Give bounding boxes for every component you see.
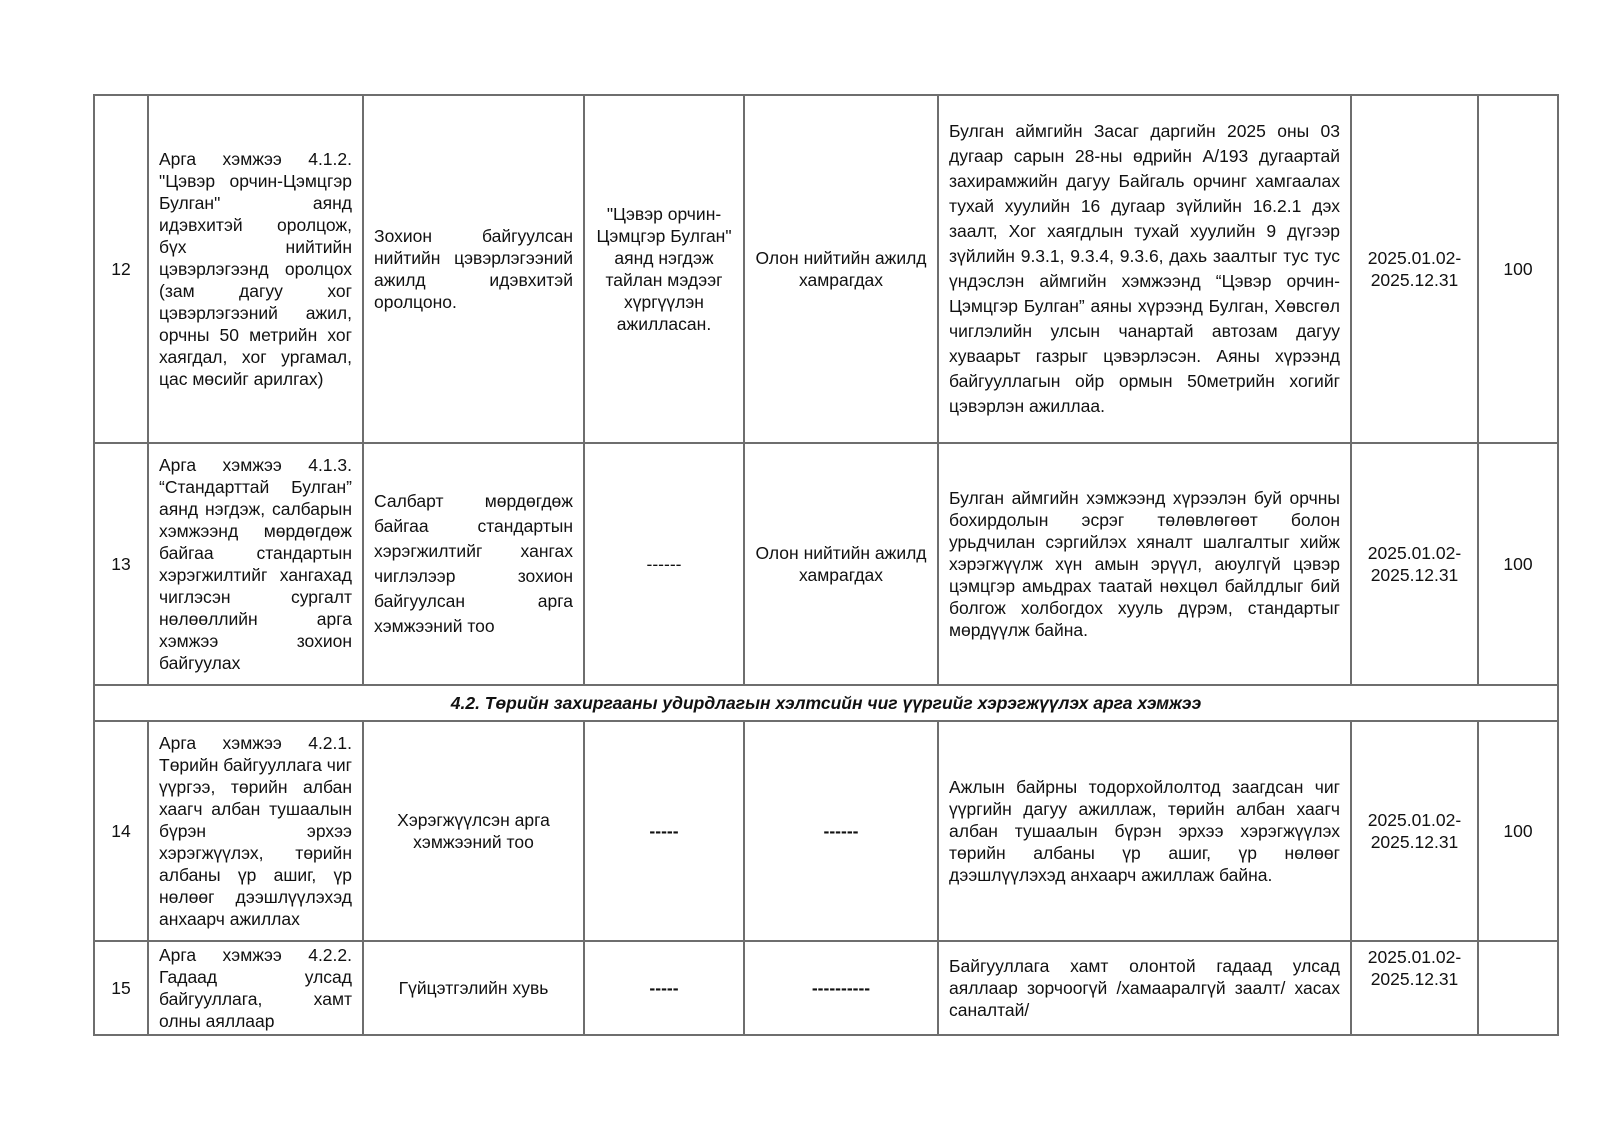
measure-cell: Арга хэмжээ 4.2.1. Төрийн байгууллага чиг үүргээ, төрийн албан хаагч албан тушаалын бүрэн эрхээ хэрэгжүүлэх, төрийн албаны үр ашиг, үр нөлөөг дээшлүүлэхэд анхаарч ажиллах [148, 721, 363, 941]
target-cell: ---------- [744, 941, 938, 1035]
score-cell: 100 [1478, 721, 1558, 941]
measure-cell: Арга хэмжээ 4.2.2. Гадаад улсад байгууллага, хамт олны аяллаар [148, 941, 363, 1035]
measure-cell: Арга хэмжээ 4.1.2. "Цэвэр орчин-Цэмцгэр Булган" аянд идэвхитэй оролцож, бүх нийтийн цэвэрлэгээнд оролцох (зам дагуу хог цэвэрлэгээний ажил, орчны 50 метрийн хог хаягдал, хог ургамал, цас мөсийг арилгах) [148, 95, 363, 443]
period-cell: 2025.01.02- 2025.12.31 [1351, 721, 1478, 941]
row-number: 13 [94, 443, 148, 685]
indicator-cell: Салбарт мөрдөгдөж байгаа стандартын хэрэгжилтийг хангах чиглэлээр зохион байгуулсан арга хэмжээний тоо [363, 443, 584, 685]
score-cell: 100 [1478, 95, 1558, 443]
baseline-cell: ------ [584, 443, 744, 685]
indicator-cell: Гүйцэтгэлийн хувь [363, 941, 584, 1035]
score-cell: 100 [1478, 443, 1558, 685]
row-number: 12 [94, 95, 148, 443]
baseline-cell: "Цэвэр орчин-Цэмцгэр Булган" аянд нэгдэж тайлан мэдээг хүргүүлэн ажилласан. [584, 95, 744, 443]
period-cell: 2025.01.02- 2025.12.31 [1351, 941, 1478, 1035]
row-number: 14 [94, 721, 148, 941]
indicator-cell: Зохион байгуулсан нийтийн цэвэрлэгээний ажилд идэвхитэй оролцоно. [363, 95, 584, 443]
section-title: 4.2. Төрийн захиргааны удирдлагын хэлтсийн чиг үүргийг хэрэгжүүлэх арга хэмжээ [94, 685, 1558, 721]
progress-cell: Булган аймгийн Засаг даргийн 2025 оны 03 дугаар сарын 28-ны өдрийн А/193 дугаартай захирамжийн дагуу Байгаль орчинг хамгаалах тухай хуулийн 16 дугаар зүйлийн 16.2.1 дэх заалт, Хог хаягдлын тухай хуулийн 9 дүгээр зүйлийн 9.3.1, 9.3.4, 9.3.6, дахь заалтыг тус тус үндэслэн аймгийн хэмжээнд “Цэвэр орчин-Цэмцгэр Булган” аяны хүрээнд Булган, Хөвсгөл чиглэлийн улсын чанартай автозам дагуу хуваарьт газрыг цэвэрлэсэн. Аяны хүрээнд байгууллагын ойр ормын 50метрийн хогийг цэвэрлэн ажиллаа. [938, 95, 1351, 443]
baseline-cell: ----- [584, 941, 744, 1035]
table-row [94, 721, 1558, 941]
target-cell: ------ [744, 721, 938, 941]
section-header-row [94, 685, 1558, 721]
indicator-cell: Хэрэгжүүлсэн арга хэмжээний тоо [363, 721, 584, 941]
progress-cell: Ажлын байрны тодорхойлолтод заагдсан чиг үүргийн дагуу ажиллаж, төрийн албан хаагч албан тушаалын бүрэн эрхээ хэрэгжүүлэх төрийн албаны үр ашиг, үр нөлөөг дээшлүүлэхэд анхаарч ажиллаж байна. [938, 721, 1351, 941]
baseline-cell: ----- [584, 721, 744, 941]
progress-cell: Байгууллага хамт олонтой гадаад улсад аяллаар зорчоогүй /хамааралгүй заалт/ хасах саналтай/ [938, 941, 1351, 1035]
period-cell: 2025.01.02- 2025.12.31 [1351, 95, 1478, 443]
period-cell: 2025.01.02- 2025.12.31 [1351, 443, 1478, 685]
measure-cell: Арга хэмжээ 4.1.3. “Стандарттай Булган” аянд нэгдэж, салбарын хэмжээнд мөрдөгдөж байгаа стандартын хэрэгжилтийг хангахад чиглэсэн сургалт нөлөөллийн арга хэмжээ зохион байгуулах [148, 443, 363, 685]
target-cell: Олон нийтийн ажилд хамрагдах [744, 443, 938, 685]
row-number: 15 [94, 941, 148, 1035]
table-row [94, 95, 1558, 443]
table-row [94, 941, 1558, 1035]
table-row [94, 443, 1558, 685]
progress-cell: Булган аймгийн хэмжээнд хүрээлэн буй орчны бохирдолын эсрэг төлөвлөгөөт болон урьдчилан сэргийлэх хяналт шалгалтыг хийж хэрэгжүүлж хүн амын эрүүл, аюулгүй цэвэр цэмцгэр амьдрах таатай нөхцөл байлдлыг бий болгож холбогдох хууль дүрэм, стандартыг мөрдүүлж байна. [938, 443, 1351, 685]
score-cell [1478, 941, 1558, 1035]
target-cell: Олон нийтийн ажилд хамрагдах [744, 95, 938, 443]
action-plan-table [93, 94, 1559, 1036]
